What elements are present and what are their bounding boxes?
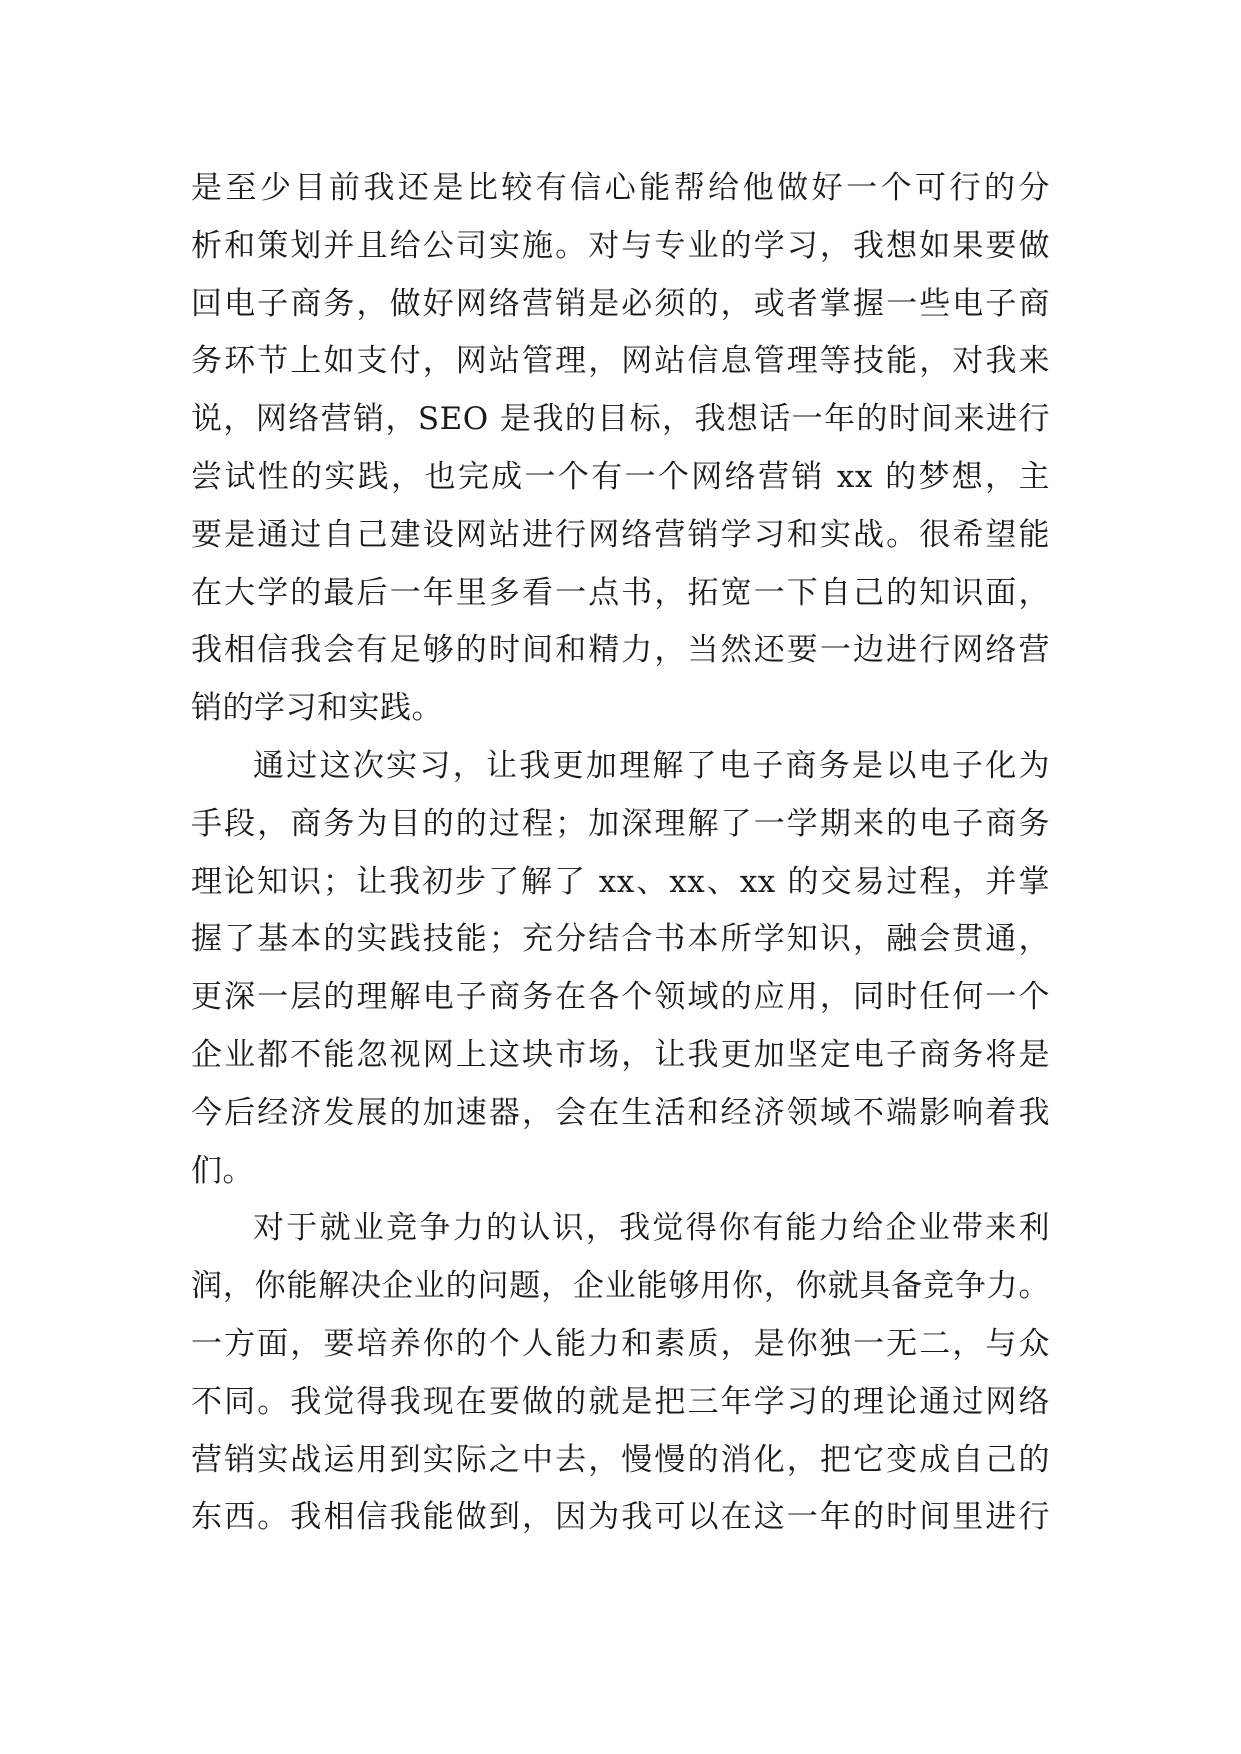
- text-line: 更深一层的理解电子商务在各个领域的应用，同时任何一个: [191, 979, 1050, 1016]
- text-line: 东西。我相信我能做到，因为我可以在这一年的时间里进行: [191, 1499, 1050, 1536]
- text-line: 不同。我觉得我现在要做的就是把三年学习的理论通过网络: [191, 1383, 1050, 1420]
- text-line: 务环节上如支付，网站管理，网站信息管理等技能，对我来: [191, 343, 1050, 380]
- text-line: 握了基本的实践技能；充分结合书本所学知识，融会贯通，: [191, 921, 1050, 958]
- text-line: 企业都不能忽视网上这块市场，让我更加坚定电子商务将是: [191, 1036, 1050, 1073]
- text-line: 回电子商务，做好网络营销是必须的，或者掌握一些电子商: [191, 285, 1050, 322]
- text-line: 一方面，要培养你的个人能力和素质，是你独一无二，与众: [191, 1325, 1050, 1362]
- text-line: 们。: [191, 1152, 254, 1189]
- body-text: [191, 160, 1050, 1547]
- paragraph-2: [191, 738, 1050, 1200]
- text-line: 是至少目前我还是比较有信心能帮给他做好一个可行的分: [191, 170, 1050, 206]
- text-line: 尝试性的实践，也完成一个有一个网络营销 xx 的梦想，主: [191, 458, 1050, 495]
- text-line: 营销实战运用到实际之中去，慢慢的消化，把它变成自己的: [191, 1441, 1050, 1478]
- text-line: 今后经济发展的加速器，会在生活和经济领域不端影响着我: [191, 1094, 1050, 1131]
- text-line: 手段，商务为目的的过程；加深理解了一学期来的电子商务: [191, 805, 1050, 842]
- text-line: 析和策划并且给公司实施。对与专业的学习，我想如果要做: [191, 227, 1050, 264]
- text-line: 我相信我会有足够的时间和精力，当然还要一边进行网络营: [191, 632, 1050, 669]
- text-line: 销的学习和实践。: [191, 690, 443, 727]
- text-line: 在大学的最后一年里多看一点书，拓宽一下自己的知识面，: [191, 574, 1050, 611]
- text-line: 通过这次实习，让我更加理解了电子商务是以电子化为: [253, 747, 1050, 784]
- text-line: 对于就业竞争力的认识，我觉得你有能力给企业带来利: [253, 1210, 1050, 1247]
- text-line: 润，你能解决企业的问题，企业能够用你，你就具备竞争力。: [191, 1268, 1050, 1305]
- text-line: 说，网络营销，SEO 是我的目标，我想话一年的时间来进行: [191, 401, 1050, 438]
- paragraph-3: [191, 1200, 1050, 1547]
- text-line: 要是通过自己建设网站进行网络营销学习和实战。很希望能: [191, 516, 1050, 553]
- text-line: 理论知识；让我初步了解了 xx、xx、xx 的交易过程，并掌: [191, 863, 1050, 900]
- paragraph-1: [191, 160, 1050, 738]
